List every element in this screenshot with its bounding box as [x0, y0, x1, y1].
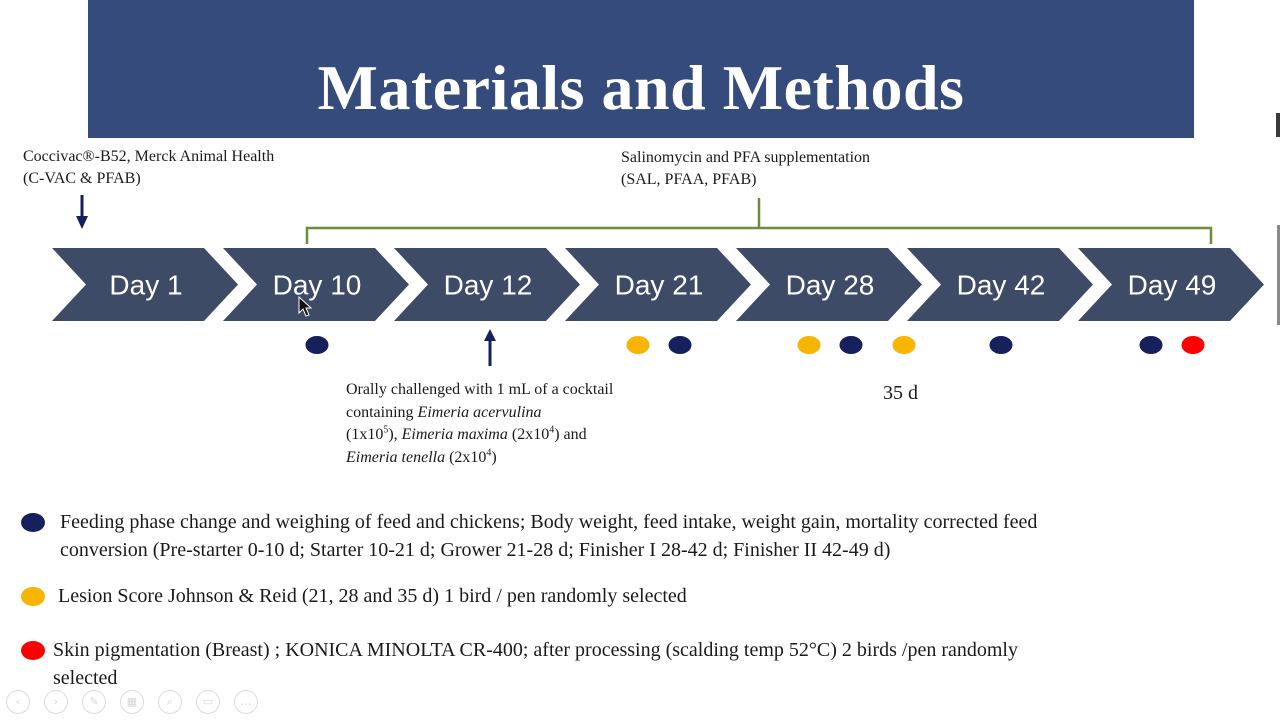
- challenge-text: (1x10: [346, 426, 384, 443]
- legend-red: [53, 636, 1018, 692]
- legend-red-line-1: Skin pigmentation (Breast) ; KONICA MINOLTA CR-400; after processing (scalding temp 52°C) 2 birds /pen randomly: [53, 639, 1018, 661]
- marker-dot-red: [1182, 336, 1205, 354]
- timeline-day-label: Day 28: [785, 269, 875, 301]
- challenge-text: Orally challenged with 1 mL of a cocktail containing: [346, 381, 614, 421]
- zoom-icon[interactable]: ⌕: [158, 690, 182, 714]
- species-tenella: Eimeria tenella: [346, 448, 446, 466]
- vaccine-line-1: Coccivac®-B52, Merck Animal Health: [23, 148, 275, 165]
- edge-artifact: [1276, 113, 1280, 137]
- marker-dot-yellow: [798, 336, 821, 354]
- exponent: 5: [383, 424, 389, 436]
- legend-navy-line-2: conversion (Pre-starter 0-10 d; Starter 10-21 d; Grower 21-28 d; Finisher I 28-42 d; Finisher II 42-49 d): [60, 539, 891, 561]
- legend-navy: [60, 508, 1037, 564]
- legend-yellow-dot: [21, 587, 45, 606]
- more-icon[interactable]: …: [234, 690, 258, 714]
- supplement-line-2: (SAL, PFAA, PFAB): [621, 171, 757, 188]
- day-35-label: 35 d: [883, 382, 918, 404]
- timeline-chevrons: [52, 248, 1264, 321]
- challenge-text: (2x10: [507, 426, 550, 443]
- presentation-toolbar: [6, 690, 258, 714]
- challenge-text: ),: [388, 426, 402, 443]
- timeline-day-label: Day 1: [109, 269, 183, 301]
- pen-icon[interactable]: ✎: [82, 690, 106, 714]
- exponent: 4: [549, 424, 555, 436]
- subtitles-icon[interactable]: ▭: [196, 690, 220, 714]
- timeline-day-label: Day 21: [614, 269, 704, 301]
- mouse-cursor-icon: [298, 296, 314, 318]
- supplement-bracket: [307, 198, 1211, 244]
- timeline-day-label: Day 10: [272, 269, 362, 301]
- timeline-day-label: Day 12: [443, 269, 533, 301]
- legend-red-dot: [21, 641, 45, 660]
- slide-title: Materials and Methods: [317, 52, 965, 123]
- timeline-day-label: Day 42: [956, 269, 1046, 301]
- timeline-day-label: Day 49: [1127, 269, 1217, 301]
- legend-yellow: Lesion Score Johnson & Reid (21, 28 and 35 d) 1 bird / pen randomly selected: [58, 585, 687, 607]
- vaccine-line-2: (C-VAC & PFAB): [23, 170, 141, 187]
- challenge-note: [346, 379, 666, 469]
- marker-dot-navy: [1140, 336, 1163, 354]
- slides-icon[interactable]: ▦: [120, 690, 144, 714]
- marker-dot-navy: [990, 336, 1013, 354]
- legend-navy-line-1: Feeding phase change and weighing of feed and chickens; Body weight, feed intake, weight gain, mortality corrected feed: [60, 511, 1038, 533]
- next-icon[interactable]: ›: [44, 690, 68, 714]
- marker-dot-navy: [669, 336, 692, 354]
- prev-icon[interactable]: ‹: [6, 690, 30, 714]
- challenge-arrow-icon: [484, 329, 496, 366]
- timeline-markers: [306, 336, 1205, 354]
- legend-navy-dot: [21, 513, 45, 532]
- challenge-text: ) and: [554, 426, 587, 443]
- marker-dot-navy: [840, 336, 863, 354]
- species-maxima: Eimeria maxima: [401, 426, 508, 443]
- supplement-line-1: Salinomycin and PFA supplementation: [621, 149, 871, 166]
- exponent: 4: [486, 447, 492, 459]
- challenge-text: (2x10: [445, 448, 487, 466]
- legend-red-line-2: selected: [53, 667, 118, 689]
- species-acervulina: Eimeria acervulina: [417, 403, 542, 421]
- marker-dot-navy: [306, 336, 329, 354]
- marker-dot-yellow: [893, 336, 916, 354]
- marker-dot-yellow: [627, 336, 650, 354]
- challenge-text: ): [491, 448, 497, 466]
- vaccine-arrow-icon: [76, 195, 88, 229]
